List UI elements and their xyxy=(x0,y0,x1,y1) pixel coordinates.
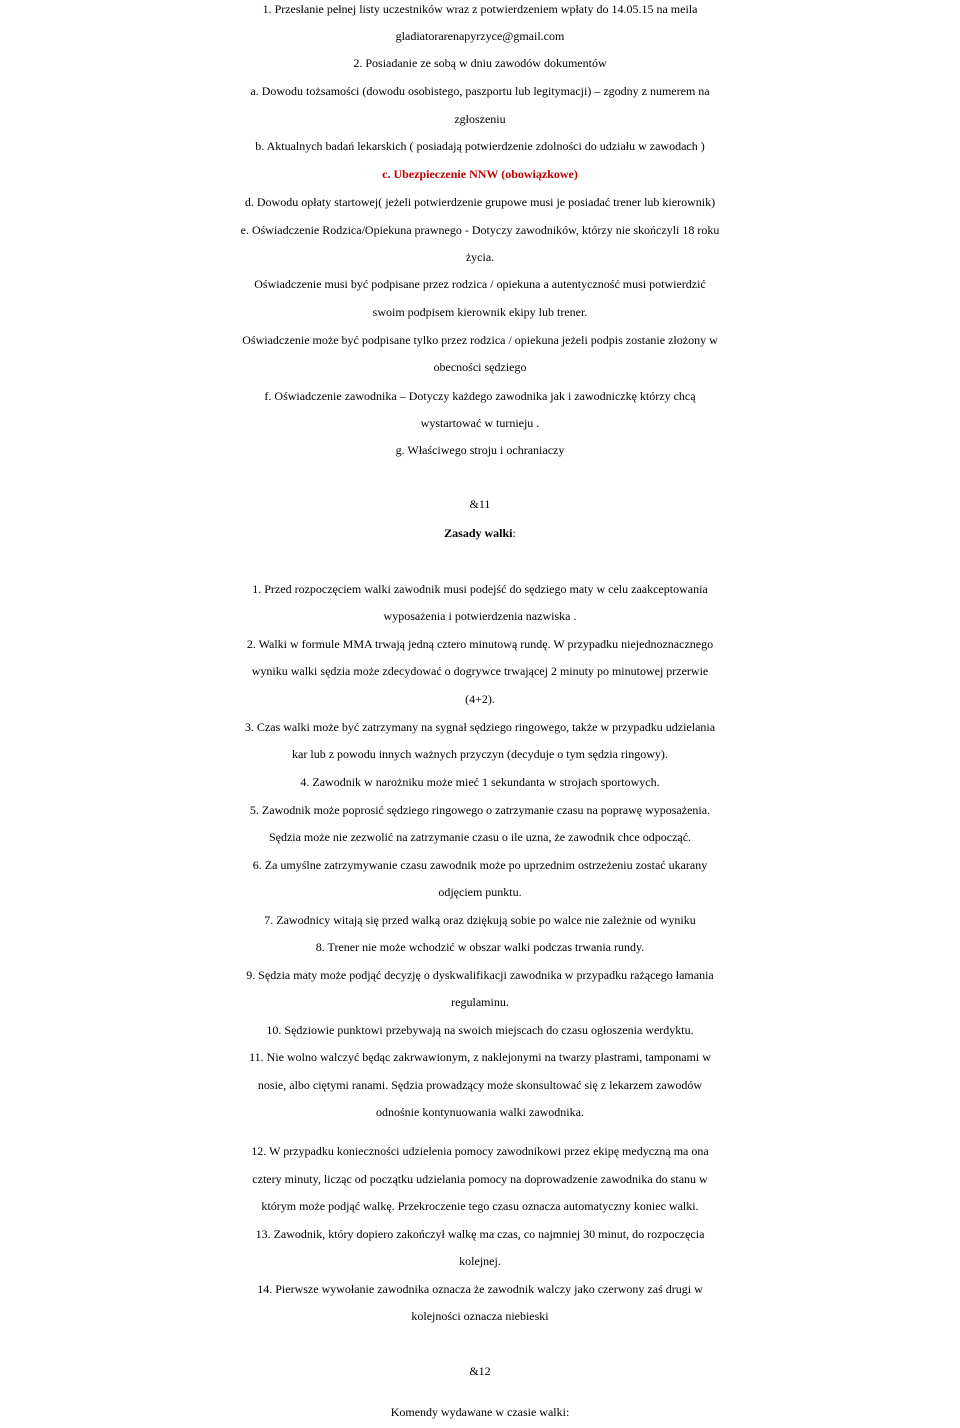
requirement-g: g. Właściwego stroju i ochraniaczy xyxy=(395,443,565,457)
requirement-e-line-2: życia. xyxy=(465,250,495,264)
section-11-title-text: Zasady walki xyxy=(444,526,513,540)
rule-6-line-2: odjęciem punktu. xyxy=(438,885,522,899)
rule-11-line-1: 11. Nie wolno walczyć będąc zakrwawionym, z naklejonymi na twarzy plastrami, tamponami w xyxy=(249,1050,711,1064)
rule-13-line-1: 13. Zawodnik, który dopiero zakończył walkę ma czas, co najmniej 30 minut, do rozpoczęcia xyxy=(255,1227,705,1241)
rule-9-line-2: regulaminu. xyxy=(451,995,509,1009)
rule-3-line-1: 3. Czas walki może być zatrzymany na sygnał sędziego ringowego, także w przypadku udzielania xyxy=(244,720,716,734)
rule-1-line-2: wyposażenia i potwierdzenia nazwiska . xyxy=(383,609,577,623)
rule-8: 8. Trener nie może wchodzić w obszar walki podczas trwania rundy. xyxy=(315,940,645,954)
rule-10: 10. Sędziowie punktowi przebywają na swoich miejscach do czasu ogłoszenia werdyktu. xyxy=(266,1023,694,1037)
section-11-title xyxy=(0,520,960,547)
rule-1-line-1: 1. Przed rozpoczęciem walki zawodnik musi podejść do sędziego maty w celu zaakceptowania xyxy=(252,582,708,596)
rule-2-line-2: wyniku walki sędzia może zdecydować o dogrywce trwającej 2 minuty po minutowej przerwie xyxy=(251,664,709,678)
rule-5-line-2: Sędzia może nie zezwolić na zatrzymanie czasu o ile uzna, że zawodnik chce odpocząć. xyxy=(268,830,692,844)
rule-3-line-2: kar lub z powodu innych ważnych przyczyn (decyduje o tym sędzia ringowy). xyxy=(292,747,668,761)
rule-14-line-2: kolejności oznacza niebieski xyxy=(411,1309,549,1323)
requirement-item-1-line-2: gladiatorarenapyrzyce@gmail.com xyxy=(395,29,565,43)
rule-6-line-1: 6. Za umyślne zatrzymywanie czasu zawodnik może po uprzednim ostrzeżeniu zostać ukarany xyxy=(252,858,708,872)
rule-12-line-3: którym może podjąć walkę. Przekroczenie tego czasu oznacza automatyczny koniec walki. xyxy=(261,1199,699,1213)
requirement-e-note-2-line-1: Oświadczenie może być podpisane tylko przez rodzica / opiekuna jeżeli podpis zostanie złożony w xyxy=(242,333,718,347)
rule-12-line-2: cztery minuty, licząc od początku udzielania pomocy na doprowadzenie zawodnika do stanu w xyxy=(252,1172,708,1186)
rule-4: 4. Zawodnik w narożniku może mieć 1 sekundanta w strojach sportowych. xyxy=(300,775,660,789)
requirement-item-1-line-1: 1. Przesłanie pełnej listy uczestników wraz z potwierdzeniem wpłaty do 14.05.15 na meila xyxy=(262,2,698,16)
rule-11-line-2: nosie, albo ciętymi ranami. Sędzia prowadzący może skonsultować się z lekarzem zawodów xyxy=(257,1078,703,1092)
rule-9-line-1: 9. Sędzia maty może podjąć decyzję o dyskwalifikacji zawodnika w przypadku rażącego łamania xyxy=(246,968,714,982)
requirement-e-note-1-line-1: Oświadczenie musi być podpisane przez rodzica / opiekuna a autentyczność musi potwierdzić xyxy=(254,277,706,291)
section-12-title: Komendy wydawane w czasie walki: xyxy=(390,1405,570,1419)
requirement-f-line-2: wystartować w turnieju . xyxy=(420,416,540,430)
requirement-b: b. Aktualnych badań lekarskich ( posiadają potwierdzenie zdolności do udziału w zawodach ) xyxy=(255,139,705,153)
requirement-item-2: 2. Posiadanie ze sobą w dniu zawodów dokumentów xyxy=(353,56,607,70)
rule-2-line-1: 2. Walki w formule MMA trwają jedną cztero minutową rundę. W przypadku niejednoznacznego xyxy=(246,637,714,651)
requirement-f-line-1: f. Oświadczenie zawodnika – Dotyczy każdego zawodnika jak i zawodniczkę którzy chcą xyxy=(264,389,696,403)
section-11-number: &11 xyxy=(469,497,491,511)
rule-12-line-1: 12. W przypadku konieczności udzielenia pomocy zawodnikowi przez ekipę medyczną ma ona xyxy=(251,1144,709,1158)
requirement-a-line-2: zgłoszeniu xyxy=(454,112,506,126)
requirement-a-line-1: a. Dowodu tożsamości (dowodu osobistego, paszportu lub legitymacji) – zgodny z numerem na xyxy=(250,84,710,98)
rule-2-line-3: (4+2). xyxy=(465,692,495,706)
rule-7: 7. Zawodnicy witają się przed walką oraz dziękują sobie po walce nie zależnie od wyniku xyxy=(264,913,696,927)
rule-14-line-1: 14. Pierwsze wywołanie zawodnika oznacza że zawodnik walczy jako czerwony zaś drugi w xyxy=(257,1282,703,1296)
rule-5-line-1: 5. Zawodnik może poprosić sędziego ringowego o zatrzymanie czasu na poprawę wyposażenia. xyxy=(249,803,711,817)
requirement-c-insurance: c. Ubezpieczenie NNW (obowiązkowe) xyxy=(382,167,578,181)
requirement-d: d. Dowodu opłaty startowej( jeżeli potwierdzenie grupowe musi je posiadać trener lub kierownik) xyxy=(244,195,716,209)
section-11-title-colon: : xyxy=(512,526,516,540)
rule-11-line-3: odnośnie kontynuowania walki zawodnika. xyxy=(376,1105,584,1119)
requirement-e-note-1-line-2: swoim podpisem kierownik ekipy lub trener. xyxy=(372,305,588,319)
requirement-e-line-1: e. Oświadczenie Rodzica/Opiekuna prawnego - Dotyczy zawodników, którzy nie skończyli 18 roku xyxy=(240,223,720,237)
section-12-number: &12 xyxy=(469,1364,491,1378)
rule-13-line-2: kolejnej. xyxy=(459,1254,501,1268)
requirement-e-note-2-line-2: obecności sędziego xyxy=(433,360,527,374)
